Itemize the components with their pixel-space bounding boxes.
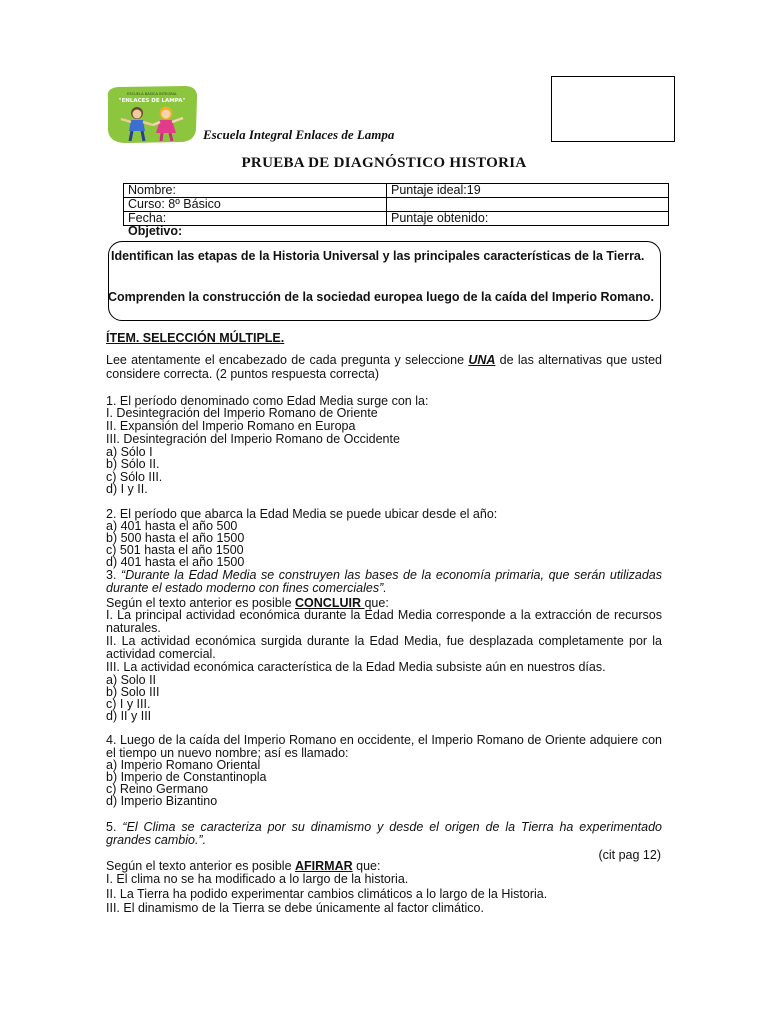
answer-option[interactable]: a) Sólo I xyxy=(106,445,153,459)
instructions-emphasis: UNA xyxy=(468,353,496,367)
logo-title: "ENLACES DE LAMPA" xyxy=(118,98,186,104)
statement: II. La actividad económica surgida durante la Edad Media, fue desplazada completamente por la actividad comercial. xyxy=(106,634,662,661)
prompt-emphasis: AFIRMAR xyxy=(295,859,353,873)
ideal-score-cell: Puntaje ideal:19 xyxy=(387,184,669,198)
answer-option[interactable]: a) Imperio Romano Oriental xyxy=(106,758,261,772)
school-logo xyxy=(104,84,200,146)
school-name: Escuela Integral Enlaces de Lampa xyxy=(203,127,395,142)
instructions xyxy=(106,353,662,381)
question-stem: 4. Luego de la caída del Imperio Romano en occidente, el Imperio Romano de Oriente adquiere con el tiempo un nuevo nombre; así es llamado: xyxy=(106,733,662,760)
statement: I. El clima no se ha modificado a lo largo de la historia. xyxy=(106,872,409,886)
page-title: PRUEBA DE DIAGNÓSTICO HISTORIA xyxy=(241,155,527,171)
statement: III. La actividad económica característica de la Edad Media subsiste aún en nuestros días. xyxy=(106,660,606,674)
table-row xyxy=(124,184,669,198)
statement: III. El dinamismo de la Tierra se debe únicamente al factor climático. xyxy=(106,901,484,915)
prompt-text: que: xyxy=(364,596,389,610)
name-field[interactable]: Nombre: xyxy=(124,184,387,198)
answer-option[interactable]: a) 401 hasta el año 500 xyxy=(106,519,238,533)
answer-option[interactable]: b) Imperio de Constantinopla xyxy=(106,770,267,784)
statement: II. La Tierra ha podido experimentar cambios climáticos a lo largo de la Historia. xyxy=(106,887,548,901)
prompt-text: que: xyxy=(352,859,381,873)
prompt-emphasis: CONCLUIR xyxy=(295,596,365,610)
objective-item: Identifican las etapas de la Historia Universal y las principales características de la Tierra. xyxy=(111,249,645,263)
answer-option[interactable]: b) Solo III xyxy=(106,685,160,699)
answer-option[interactable]: d) Imperio Bizantino xyxy=(106,794,218,808)
statement: I. Desintegración del Imperio Romano de Oriente xyxy=(106,406,378,420)
obtained-score-field[interactable]: Puntaje obtenido: xyxy=(387,212,669,226)
statement: III. Desintegración del Imperio Romano de Occidente xyxy=(106,432,400,446)
answer-option[interactable]: c) I y III. xyxy=(106,697,151,711)
question-stem: 2. El período que abarca la Edad Media se puede ubicar desde el año: xyxy=(106,507,498,521)
question-stem: 1. El período denominado como Edad Media surge con la: xyxy=(106,394,429,408)
objective-item: Comprenden la construcción de la sociedad europea luego de la caída del Imperio Romano. xyxy=(108,290,654,304)
question-quote: “Durante la Edad Media se construyen las bases de la economía primaria, que serán utilizadas durante el estado moderno con fines comerciales”. xyxy=(106,568,662,595)
answer-option[interactable]: d) 401 hasta el año 1500 xyxy=(106,555,245,569)
prompt-text: Según el texto anterior es posible xyxy=(106,596,296,610)
answer-option[interactable]: a) Solo II xyxy=(106,673,157,687)
table-row xyxy=(124,198,669,212)
answer-option[interactable]: c) Sólo III. xyxy=(106,470,163,484)
instructions-text: Lee atentamente el encabezado de cada pregunta y seleccione xyxy=(106,353,469,367)
instructions-text: de las alternativas que usted considere correcta. (2 puntos respuesta correcta) xyxy=(106,353,662,381)
question-number: 3. xyxy=(106,568,122,582)
question-prompt xyxy=(106,860,380,873)
course-cell: Curso: 8º Básico xyxy=(124,198,387,212)
objective-label: Objetivo: xyxy=(128,224,183,238)
question-quote: “El Clima se caracteriza por su dinamismo y desde el origen de la Tierra ha experimentado grandes cambio.”. xyxy=(106,820,662,847)
statement: I. La principal actividad económica durante la Edad Media corresponde a la extracción de recursos naturales. xyxy=(106,608,662,635)
logo-subtitle: ESCUELA BASICA INTEGRAL xyxy=(127,92,177,96)
question-number: 5. xyxy=(106,820,123,834)
answer-option[interactable]: c) 501 hasta el año 1500 xyxy=(106,543,244,557)
score-box xyxy=(551,76,675,142)
answer-option[interactable]: d) I y II. xyxy=(106,482,148,496)
answer-option[interactable]: b) Sólo II. xyxy=(106,457,160,471)
statement: II. Expansión del Imperio Romano en Europa xyxy=(106,419,356,433)
question-stem xyxy=(106,821,662,846)
question-stem xyxy=(106,569,662,594)
section-heading: ÍTEM. SELECCIÓN MÚLTIPLE. xyxy=(106,331,285,345)
answer-option[interactable]: d) II y III xyxy=(106,709,152,723)
empty-cell xyxy=(387,198,669,212)
date-field[interactable]: Fecha: xyxy=(124,212,387,226)
answer-option[interactable]: b) 500 hasta el año 1500 xyxy=(106,531,245,545)
answer-option[interactable]: c) Reino Germano xyxy=(106,782,209,796)
citation: (cit pag 12) xyxy=(598,848,661,862)
student-info-table xyxy=(123,183,669,226)
prompt-text: Según el texto anterior es posible xyxy=(106,859,296,873)
table-row xyxy=(124,212,669,226)
